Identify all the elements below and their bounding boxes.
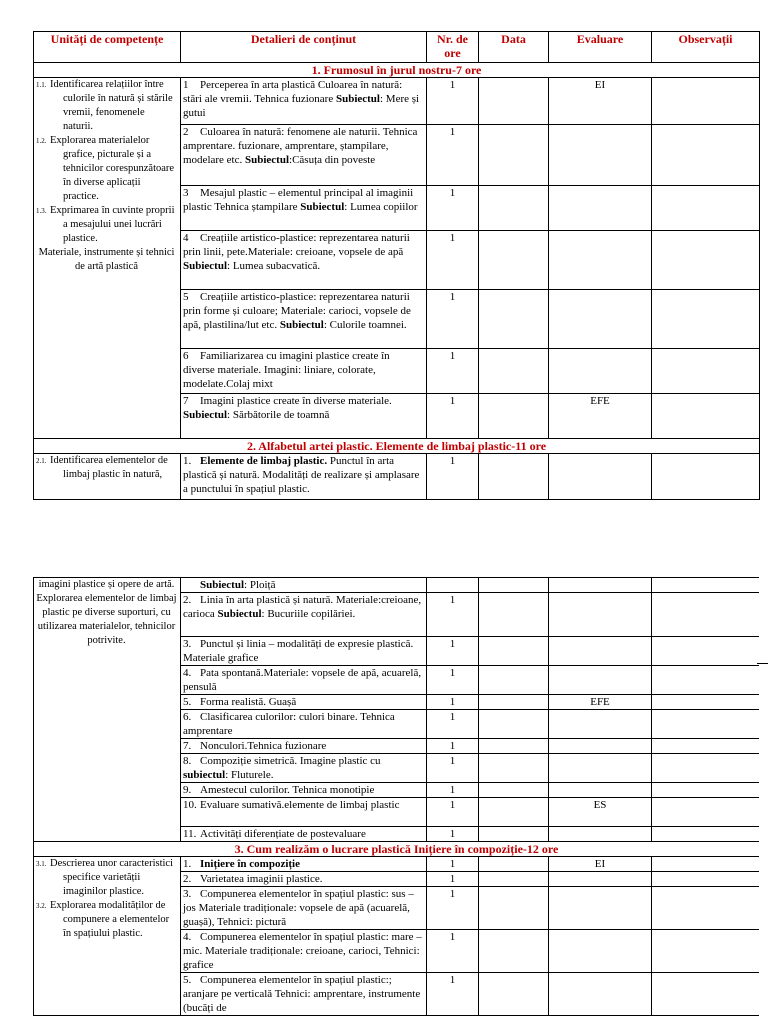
notes-cell <box>652 78 760 125</box>
hours-cell: 1 <box>427 710 479 739</box>
hours-cell: 1 <box>427 394 479 439</box>
hours-cell: 1 <box>427 231 479 290</box>
evaluation-cell: ES <box>549 798 652 827</box>
content-cell: 3 Mesajul plastic – elementul principal al imaginii plastic Tehnica ștampilare Subiectul: Lumea copiilor <box>181 186 427 231</box>
evaluation-cell <box>549 290 652 349</box>
hours-cell: 1 <box>427 783 479 798</box>
hours-cell: 1 <box>427 872 479 887</box>
notes-cell <box>652 593 760 637</box>
hours-cell: 1 <box>427 666 479 695</box>
content-cell: 3. Compunerea elementelor în spațiul plastic: sus – jos Materiale tradiționale: vopsele de apă (acuarelă, guașă), Tehnici: pictură <box>181 887 427 930</box>
hours-cell: 1 <box>427 695 479 710</box>
notes-cell <box>652 887 760 930</box>
date-cell <box>479 394 549 439</box>
table-row <box>34 578 760 593</box>
content-cell: 1. Inițiere în compoziție <box>181 857 427 872</box>
content-cell: 11. Activități diferențiate de postevaluare <box>181 827 427 842</box>
section-3-competencies <box>34 857 181 1016</box>
evaluation-cell <box>549 125 652 186</box>
evaluation-cell: EI <box>549 857 652 872</box>
evaluation-cell <box>549 666 652 695</box>
section-1-title: 1. Frumosul în jurul nostru-7 ore <box>34 63 760 78</box>
curriculum-table-page-2 <box>33 577 759 1016</box>
content-cell: 1 Perceperea în arta plastică Culoarea în natură: stări ale vremii. Tehnica fuzionare Subiectul: Mere și gutui <box>181 78 427 125</box>
content-cell: 2 Culoarea în natură: fenomene ale naturii. Tehnica amprentare. fuzionare, amprentare, ștampilare, modelare etc. Subiectul:Căsuța din poveste <box>181 125 427 186</box>
hours-cell: 1 <box>427 930 479 973</box>
table-page-1 <box>33 31 759 498</box>
section-row <box>34 842 760 857</box>
header-evaluation: Evaluare <box>549 32 652 63</box>
notes-cell <box>652 739 760 754</box>
evaluation-cell <box>549 827 652 842</box>
date-cell <box>479 887 549 930</box>
section-row <box>34 63 760 78</box>
date-cell <box>479 710 549 739</box>
evaluation-cell <box>549 710 652 739</box>
content-cell: 4 Creațiile artistico-plastice: reprezentarea naturii prin linii, pete.Materiale: creioane, vopsele de apă Subiectul: Lumea subacvatică. <box>181 231 427 290</box>
date-cell <box>479 666 549 695</box>
notes-cell <box>652 783 760 798</box>
hours-cell: 1 <box>427 798 479 827</box>
notes-cell <box>652 290 760 349</box>
content-cell: 8. Compoziție simetrică. Imagine plastic cu subiectul: Fluturele. <box>181 754 427 783</box>
notes-cell <box>652 666 760 695</box>
table-row <box>34 78 760 125</box>
section-2-competency-part-1 <box>34 454 181 500</box>
evaluation-cell <box>549 872 652 887</box>
content-cell: Subiectul: Ploiță <box>181 578 427 593</box>
hours-cell: 1 <box>427 754 479 783</box>
section-2-title: 2. Alfabetul artei plastic. Elemente de limbaj plastic-11 ore <box>34 439 760 454</box>
content-cell: 5. Forma realistă. Guașă <box>181 695 427 710</box>
notes-cell <box>652 872 760 887</box>
hours-cell: 1 <box>427 827 479 842</box>
competency-1-3: 1.3. Exprimarea în cuvinte proprii a mesajului unei lucrări plastice. <box>36 205 175 244</box>
date-cell <box>479 231 549 290</box>
content-cell: 6. Clasificarea culorilor: culori binare. Tehnica amprentare <box>181 710 427 739</box>
hours-cell: 1 <box>427 290 479 349</box>
content-cell: 5 Creațiile artistico-plastice: reprezentarea naturii prin forme și culoare; Materiale: carioci, vopsele de apă, plastilina/lut etc. Subiectul: Culorile toamnei. <box>181 290 427 349</box>
notes-cell <box>652 231 760 290</box>
hours-cell: 1 <box>427 125 479 186</box>
notes-cell <box>652 695 760 710</box>
section-row <box>34 439 760 454</box>
evaluation-cell <box>549 186 652 231</box>
notes-cell <box>652 798 760 827</box>
hours-cell: 1 <box>427 454 479 500</box>
competency-3-2: 3.2. Explorarea modalităților de compunere a elementelor în spațiului plastic. <box>36 900 170 939</box>
header-hours: Nr. de ore <box>427 32 479 63</box>
competency-3-1: 3.1. Descrierea unor caracteristici specifice varietății imaginilor plastice. <box>36 858 174 897</box>
table-page-2 <box>33 577 759 1024</box>
date-cell <box>479 695 549 710</box>
evaluation-cell <box>549 454 652 500</box>
evaluation-cell <box>549 349 652 394</box>
content-cell: 4. Pata spontană.Materiale: vopsele de apă, acuarelă, pensulă <box>181 666 427 695</box>
date-cell <box>479 973 549 1016</box>
date-cell <box>479 857 549 872</box>
date-cell <box>479 454 549 500</box>
hours-cell: 1 <box>427 349 479 394</box>
notes-cell <box>652 973 760 1016</box>
notes-cell <box>652 186 760 231</box>
date-cell <box>479 754 549 783</box>
section-1-competencies <box>34 78 181 439</box>
hours-cell: 1 <box>427 78 479 125</box>
header-competencies: Unități de competențe <box>34 32 181 63</box>
notes-cell <box>652 930 760 973</box>
date-cell <box>479 827 549 842</box>
notes-cell <box>652 125 760 186</box>
table-row <box>34 454 760 500</box>
content-cell: 2. Varietatea imaginii plastice. <box>181 872 427 887</box>
notes-cell <box>652 710 760 739</box>
content-cell: 10. Evaluare sumativă.elemente de limbaj plastic <box>181 798 427 827</box>
header-row <box>34 32 760 63</box>
evaluation-cell <box>549 231 652 290</box>
content-cell: 2. Linia în arta plastică și natură. Materiale:creioane, carioca Subiectul: Bucuriile copilăriei. <box>181 593 427 637</box>
notes-cell <box>652 754 760 783</box>
notes-cell <box>652 637 760 666</box>
evaluation-cell <box>549 973 652 1016</box>
date-cell <box>479 783 549 798</box>
evaluation-cell: EFE <box>549 394 652 439</box>
evaluation-cell <box>549 754 652 783</box>
hours-cell: 1 <box>427 593 479 637</box>
evaluation-cell <box>549 578 652 593</box>
date-cell <box>479 872 549 887</box>
date-cell <box>479 637 549 666</box>
evaluation-cell <box>549 930 652 973</box>
table-row <box>34 857 760 872</box>
content-cell: 9. Amestecul culorilor. Tehnica monotipie <box>181 783 427 798</box>
notes-cell <box>652 578 760 593</box>
evaluation-cell <box>549 783 652 798</box>
content-cell: 5. Compunerea elementelor în spațiul plastic:; aranjare pe verticală Tehnici: amprentare, instrumente (bucăți de <box>181 973 427 1016</box>
notes-cell <box>652 827 760 842</box>
hours-cell: 1 <box>427 637 479 666</box>
evaluation-cell <box>549 739 652 754</box>
page-edge-line <box>757 663 768 664</box>
hours-cell <box>427 578 479 593</box>
notes-cell <box>652 857 760 872</box>
content-cell: 4. Compunerea elementelor în spațiul plastic: mare – mic. Materiale tradiționale: creioane, carioci, Tehnici: grafice <box>181 930 427 973</box>
header-details: Detalieri de conținut <box>181 32 427 63</box>
content-cell: 1. Elemente de limbaj plastic. Punctul în arta plastică și natură. Modalități de realizare și amplasare a punctului în spațiul plastic. <box>181 454 427 500</box>
competency-materials: Materiale, instrumente și tehnici de artă plastică <box>38 247 175 272</box>
evaluation-cell: EI <box>549 78 652 125</box>
section-2-competency-part-2: imagini plastice și opere de artă. Explorarea elementelor de limbaj plastic pe diverse suporturi, cu utilizarea materialelor, tehnicilor potrivite. <box>34 578 181 842</box>
hours-cell: 1 <box>427 857 479 872</box>
content-cell: 6 Familiarizarea cu imagini plastice create în diverse materiale. Imagini: liniare, colorate, modelate.Colaj mixt <box>181 349 427 394</box>
hours-cell: 1 <box>427 973 479 1016</box>
evaluation-cell: EFE <box>549 695 652 710</box>
date-cell <box>479 593 549 637</box>
date-cell <box>479 739 549 754</box>
competency-1-1: 1.1. Identificarea relațiilor între culorile în natură și stările vremii, fenomenele naturii. <box>36 79 173 132</box>
date-cell <box>479 349 549 394</box>
curriculum-table-page-1 <box>33 31 760 500</box>
evaluation-cell <box>549 593 652 637</box>
date-cell <box>479 798 549 827</box>
hours-cell: 1 <box>427 186 479 231</box>
section-3-title: 3. Cum realizăm o lucrare plastică Inițiere în compoziție-12 ore <box>34 842 760 857</box>
content-cell: 7 Imagini plastice create în diverse materiale. Subiectul: Sărbătorile de toamnă <box>181 394 427 439</box>
competency-2-1: 2.1. Identificarea elementelor de limbaj plastic în natură, <box>36 455 168 480</box>
notes-cell <box>652 394 760 439</box>
hours-cell: 1 <box>427 887 479 930</box>
date-cell <box>479 125 549 186</box>
evaluation-cell <box>549 637 652 666</box>
header-notes: Observații <box>652 32 760 63</box>
evaluation-cell <box>549 887 652 930</box>
content-cell: 3. Punctul și linia – modalități de expresie plastică. Materiale grafice <box>181 637 427 666</box>
header-date: Data <box>479 32 549 63</box>
date-cell <box>479 290 549 349</box>
hours-cell: 1 <box>427 739 479 754</box>
date-cell <box>479 578 549 593</box>
competency-1-2: 1.2. Explorarea materialelor grafice, picturale și a tehnicilor corespunzătoare în diverse aplicații practice. <box>36 135 175 202</box>
date-cell <box>479 930 549 973</box>
content-cell: 7. Nonculori.Tehnica fuzionare <box>181 739 427 754</box>
date-cell <box>479 186 549 231</box>
date-cell <box>479 78 549 125</box>
notes-cell <box>652 454 760 500</box>
notes-cell <box>652 349 760 394</box>
